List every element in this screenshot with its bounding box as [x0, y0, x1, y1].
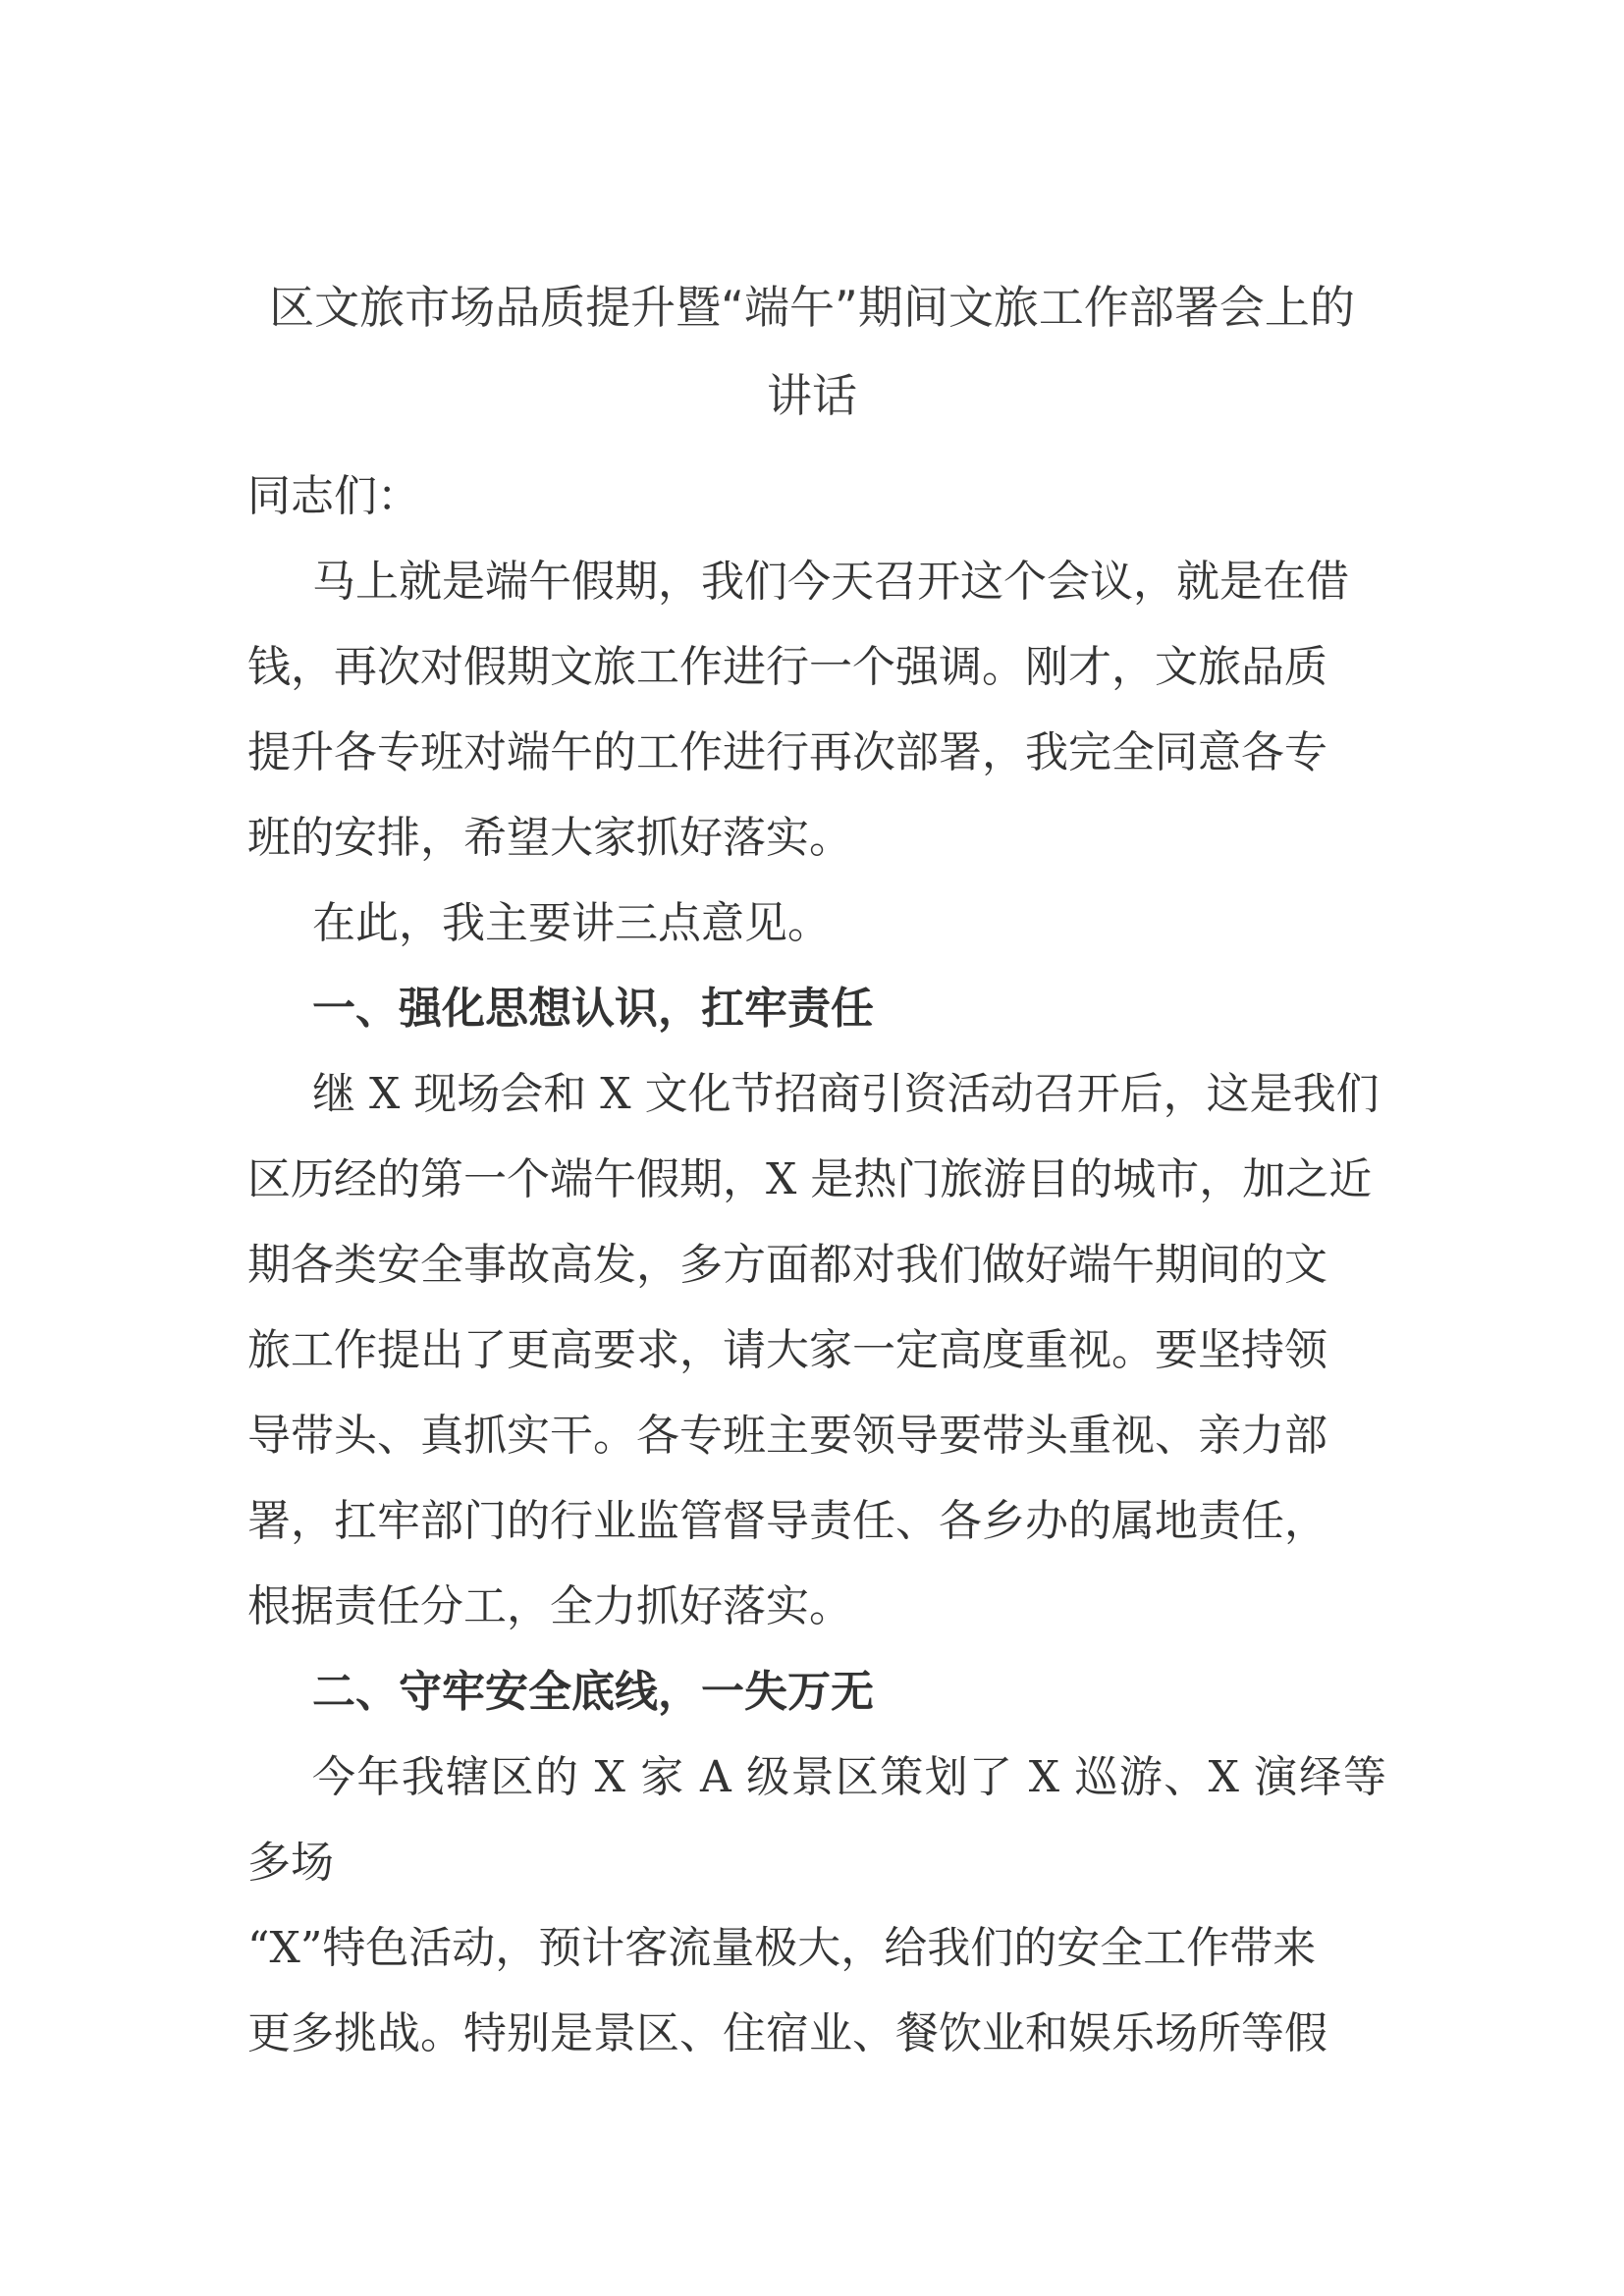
paragraph-line: 继 X 现场会和 X 文化节招商引资活动召开后，这是我们 [312, 1069, 1380, 1119]
paragraph-line: 提升各专班对端午的工作进行再次部署，我完全同意各专 [247, 727, 1327, 777]
salutation: 同志们： [247, 471, 420, 521]
title-line-2: 讲话 [767, 369, 857, 422]
document-body [247, 454, 1386, 2076]
paragraph-line: 在此，我主要讲三点意见。 [312, 898, 831, 948]
heading-text: 二、守牢安全底线，一失万无 [312, 1667, 874, 1717]
paragraph-line: “X”特色活动，预计客流量极大，给我们的安全工作带来 [247, 1923, 1317, 1973]
paragraph-line: 期各类安全事故高发，多方面都对我们做好端午期间的文 [247, 1240, 1327, 1290]
paragraph-outline [247, 881, 1386, 966]
title-line-1: 区文旅市场品质提升暨“端午”期间文旅工作部署会上的 [269, 281, 1355, 334]
document-title [236, 263, 1388, 440]
paragraph-line: 更多挑战。特别是景区、住宿业、餐饮业和娱乐场所等假 [247, 2008, 1327, 2058]
section-heading-2 [247, 1649, 1386, 1735]
heading-text: 一、强化思想认识，扛牢责任 [312, 984, 874, 1034]
paragraph-line: 钱，再次对假期文旅工作进行一个强调。刚才，文旅品质 [247, 642, 1327, 692]
paragraph-line: 区历经的第一个端午假期，X 是热门旅游目的城市，加之近 [247, 1154, 1373, 1204]
paragraph-section-1 [247, 1051, 1386, 1649]
paragraph-section-2 [247, 1735, 1386, 2076]
paragraph-line: 班的安排，希望大家抓好落实。 [247, 813, 852, 863]
paragraph-line: 旅工作提出了更高要求，请大家一定高度重视。要坚持领 [247, 1325, 1327, 1375]
paragraph-line: 根据责任分工，全力抓好落实。 [247, 1581, 852, 1631]
paragraph-intro [247, 539, 1386, 881]
paragraph-line: 今年我辖区的 X 家 A 级景区策划了 X 巡游、X 演绎等多场 [247, 1752, 1386, 1888]
section-heading-1 [247, 966, 1386, 1051]
paragraph-line: 马上就是端午假期，我们今天召开这个会议，就是在借 [312, 557, 1349, 607]
paragraph-line: 导带头、真抓实干。各专班主要领导要带头重视、亲力部 [247, 1411, 1327, 1461]
paragraph-line: 署，扛牢部门的行业监管督导责任、各乡办的属地责任， [247, 1496, 1327, 1546]
